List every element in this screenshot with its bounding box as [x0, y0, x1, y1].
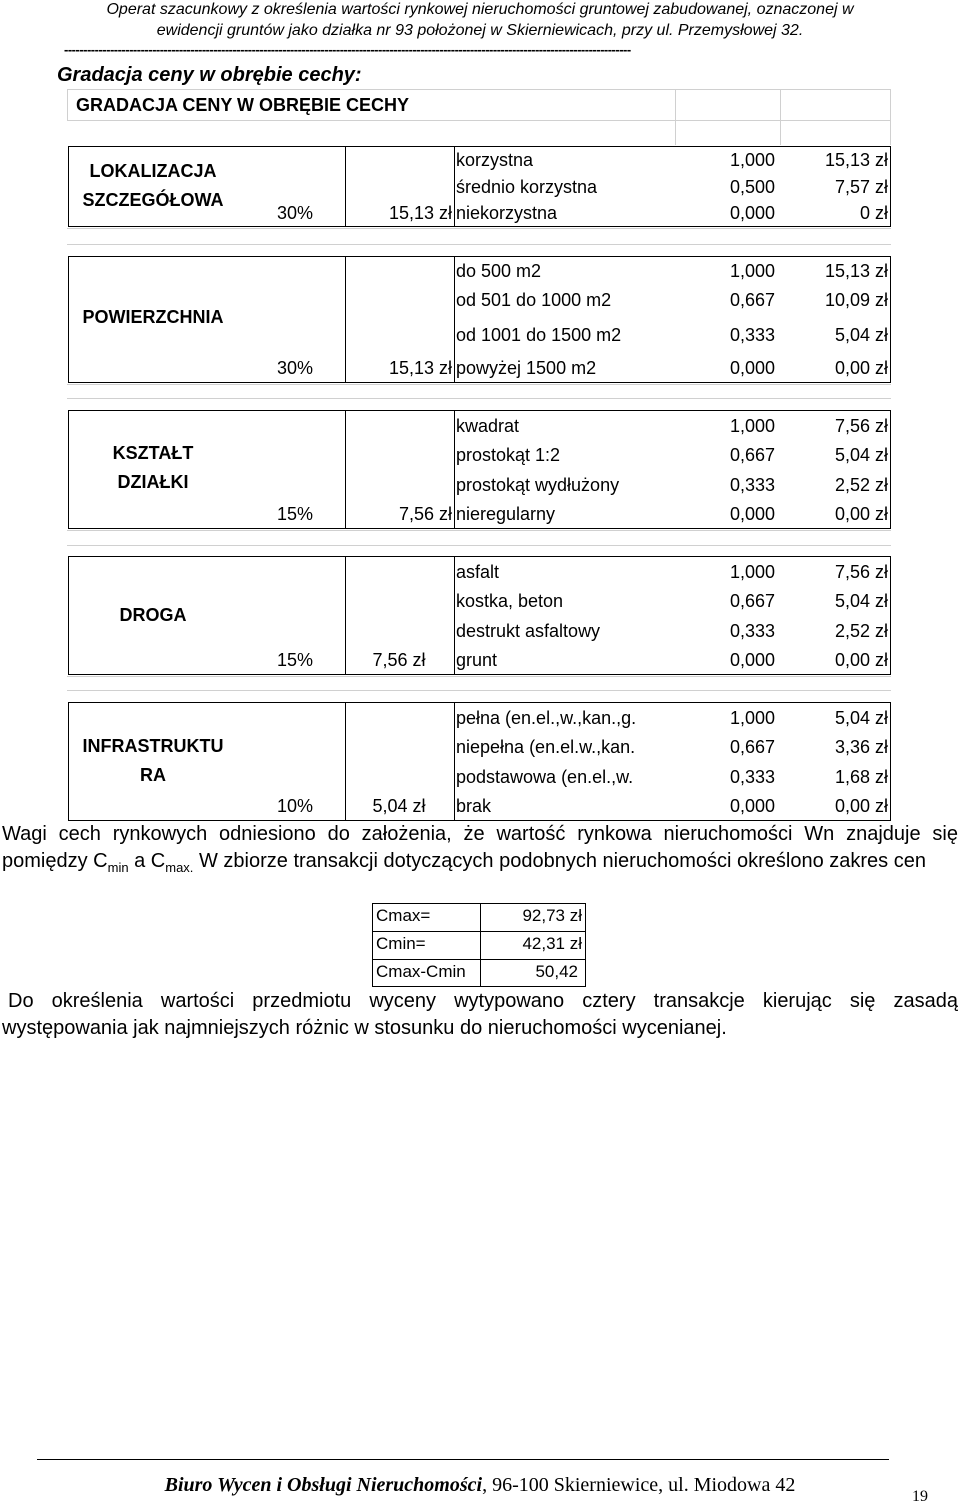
row-coef: 0,667 — [729, 445, 775, 465]
row-coef: 0,667 — [729, 591, 775, 611]
row-value: 5,04 zł — [834, 708, 888, 728]
table-title: GRADACJA CENY W OBRĘBIE CECHY — [76, 95, 410, 115]
group-weight: 15% — [276, 650, 314, 670]
section-subtitle: Gradacja ceny w obrębie cechy: — [57, 64, 362, 86]
group-label-powierzchnia: POWIERZCHNIA — [82, 307, 224, 327]
group-weight: 10% — [276, 796, 314, 816]
range-label: Cmax-Cmin — [376, 962, 466, 981]
row-coef: 0,333 — [729, 767, 775, 787]
row-value: 5,04 zł — [834, 325, 888, 345]
group-label-droga: DROGA — [119, 605, 187, 625]
group-label-ksztalt: KSZTAŁT DZIAŁKI — [112, 443, 194, 492]
row-label: kwadrat — [456, 416, 520, 436]
row-coef: 0,333 — [729, 475, 775, 495]
row-value: 3,36 zł — [834, 737, 888, 757]
range-label: Cmax= — [376, 906, 431, 925]
row-coef: 0,500 — [729, 177, 775, 197]
row-value: 7,56 zł — [834, 562, 888, 582]
row-coef: 0,000 — [729, 650, 775, 670]
row-value: 2,52 zł — [834, 475, 888, 495]
row-value: 5,04 zł — [834, 445, 888, 465]
row-coef: 0,000 — [729, 796, 775, 816]
row-coef: 0,000 — [729, 358, 775, 378]
document-header-line1: Operat szacunkowy z określenia wartości rynkowej nieruchomości gruntowej zabudowanej, oznaczonej w — [106, 1, 854, 18]
footer: Biuro Wycen i Obsługi Nieruchomości, 96-100 Skierniewice, ul. Miodowa 42 — [164, 1474, 796, 1496]
group-price: 5,04 zł — [372, 796, 426, 816]
row-value: 1,68 zł — [834, 767, 888, 787]
row-coef: 0,000 — [729, 504, 775, 524]
row-label: pełna (en.el.,w.,kan.,g. — [456, 708, 637, 728]
row-label: brak — [456, 796, 492, 816]
row-value: 0,00 zł — [834, 358, 888, 378]
row-value: 0 zł — [859, 203, 888, 223]
group-weight: 30% — [276, 203, 314, 223]
row-label: grunt — [456, 650, 498, 670]
group-price: 15,13 zł — [388, 203, 452, 223]
row-label: asfalt — [456, 562, 500, 582]
range-label: Cmin= — [376, 934, 426, 953]
row-value: 15,13 zł — [824, 261, 888, 281]
group-label-lokalizacja: LOKALIZACJA SZCZEGÓŁOWA — [82, 161, 224, 210]
row-label: do 500 m2 — [456, 261, 542, 281]
row-label: korzystna — [456, 150, 534, 170]
row-coef: 1,000 — [729, 708, 775, 728]
row-coef: 0,333 — [729, 325, 775, 345]
row-label: nieregularny — [456, 504, 556, 524]
row-label: prostokąt wydłużony — [456, 475, 620, 495]
row-value: 0,00 zł — [834, 650, 888, 670]
row-label: średnio korzystna — [456, 177, 598, 197]
row-coef: 0,667 — [729, 737, 775, 757]
row-value: 5,04 zł — [834, 591, 888, 611]
row-label: podstawowa (en.el.,w. — [456, 767, 634, 787]
row-value: 10,09 zł — [824, 290, 888, 310]
row-label: niepełna (en.el.w.,kan. — [456, 737, 636, 757]
range-value: 92,73 zł — [522, 906, 582, 925]
row-label: destrukt asfaltowy — [456, 621, 601, 641]
group-price: 7,56 zł — [372, 650, 426, 670]
row-label: od 1001 do 1500 m2 — [456, 325, 622, 345]
group-label-infrastruktura: INFRASTRUKTU RA — [82, 736, 224, 785]
row-value: 0,00 zł — [834, 504, 888, 524]
page-number: 19 — [912, 1488, 928, 1505]
row-label: kostka, beton — [456, 591, 564, 611]
row-label: prostokąt 1:2 — [456, 445, 561, 465]
range-value: 50,42 — [535, 962, 578, 981]
row-coef: 0,000 — [729, 203, 775, 223]
group-weight: 15% — [276, 504, 314, 524]
group-price: 15,13 zł — [388, 358, 452, 378]
row-value: 7,57 zł — [834, 177, 888, 197]
row-coef: 1,000 — [729, 150, 775, 170]
group-weight: 30% — [276, 358, 314, 378]
row-value: 0,00 zł — [834, 796, 888, 816]
header-separator: ---------------------------------------------------------------------------------------------------------------------------------------------------- — [64, 42, 631, 57]
document-header-line2: ewidencji gruntów jako działka nr 93 położonej w Skierniewicach, przy ul. Przemysłowej 32. — [156, 22, 804, 39]
group-price: 7,56 zł — [398, 504, 452, 524]
row-coef: 1,000 — [729, 261, 775, 281]
range-value: 42,31 zł — [522, 934, 582, 953]
row-coef: 1,000 — [729, 562, 775, 582]
row-value: 2,52 zł — [834, 621, 888, 641]
row-value: 7,56 zł — [834, 416, 888, 436]
row-coef: 1,000 — [729, 416, 775, 436]
row-value: 15,13 zł — [824, 150, 888, 170]
paragraph-weights: Wagi cech rynkowych odniesiono do założenia, że wartość rynkowa nieruchomości Wn znajduje się pomiędzy $C_{min}$ a $C_{max.}$ W zbiorze transakcji dotyczących podobnych nieruchomości określono zakres cen — [2, 823, 958, 875]
paragraph-transactions: Do określenia wartości przedmiotu wyceny wytypowano cztery transakcje kierując się zasadą występowania jak najmniejszych różnic w stosunku do nieruchomości wycenianej. — [2, 990, 958, 1039]
row-coef: 0,333 — [729, 621, 775, 641]
row-coef: 0,667 — [729, 290, 775, 310]
row-label: powyżej 1500 m2 — [456, 358, 597, 378]
row-label: niekorzystna — [456, 203, 558, 223]
row-label: od 501 do 1000 m2 — [456, 290, 612, 310]
